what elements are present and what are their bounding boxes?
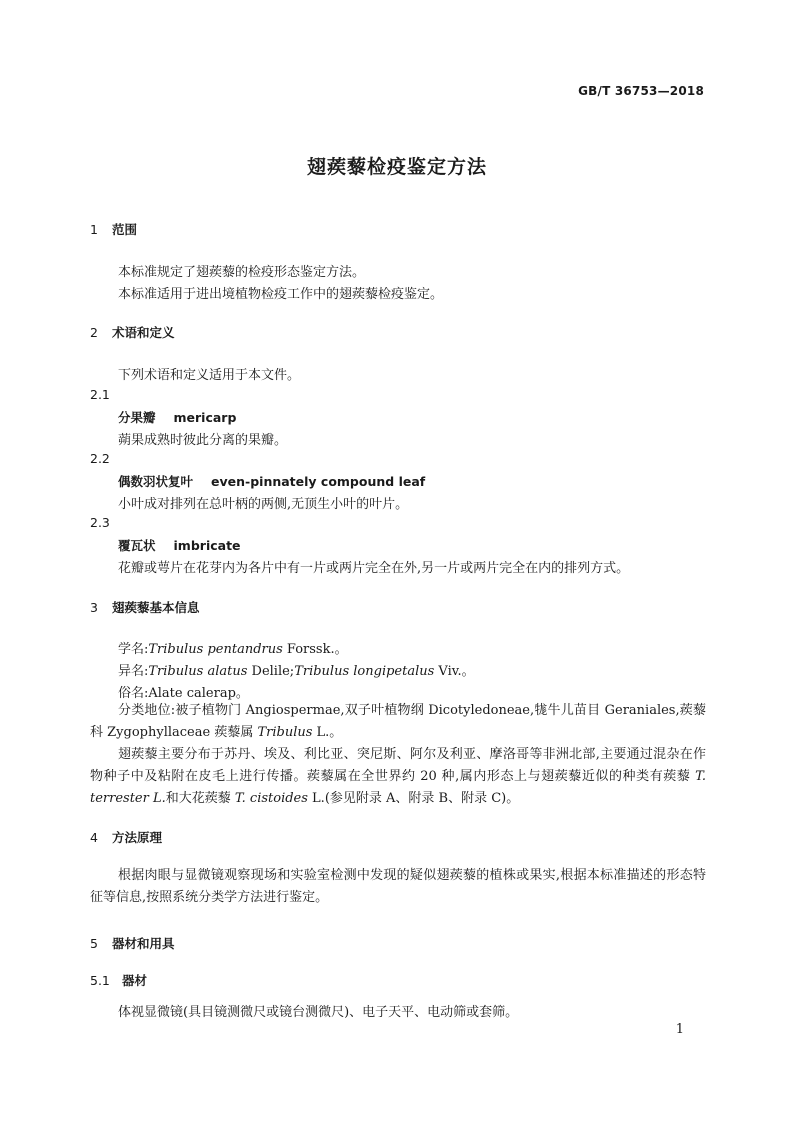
section-5-heading bbox=[90, 934, 175, 952]
section-2-heading bbox=[90, 323, 175, 341]
species-name: T. terrester L. bbox=[90, 769, 706, 806]
scope-paragraph-1: 本标准规定了翅蒺藜的检疫形态鉴定方法。 bbox=[118, 265, 366, 280]
scientific-name-line bbox=[118, 638, 348, 657]
section-title: 方法原理 bbox=[112, 830, 163, 845]
term-definition: 蒴果成熟时彼此分离的果瓣。 bbox=[118, 433, 288, 448]
term-heading bbox=[118, 472, 425, 490]
term-zh: 覆瓦状 bbox=[118, 538, 156, 553]
section-number: 3 bbox=[90, 600, 98, 615]
term-zh: 偶数羽状复叶 bbox=[118, 474, 194, 489]
text: 翅蒺藜主要分布于苏丹、埃及、利比亚、突尼斯、阿尔及利亚、摩洛哥等非洲北部,主要通过混杂在作物种子中及粘附在皮毛上进行传播。蒺藜属在全世界约 20 种,属内形态上与翅蒺藜近似的种类有蒺藜 bbox=[90, 747, 706, 784]
synonym-1: Tribulus alatus bbox=[148, 664, 248, 679]
document-title: 翅蒺藜检疫鉴定方法 bbox=[306, 156, 487, 178]
term-en: imbricate bbox=[173, 538, 241, 553]
subsection-title: 器材 bbox=[122, 973, 148, 988]
author: Forssk.。 bbox=[282, 642, 348, 657]
term-en: mericarp bbox=[173, 410, 237, 425]
terms-intro: 下列术语和定义适用于本文件。 bbox=[118, 368, 301, 383]
term-number: 2.3 bbox=[90, 515, 110, 530]
term-number: 2.2 bbox=[90, 451, 110, 466]
synonym-2: Tribulus longipetalus bbox=[294, 664, 435, 679]
species-name: T. cistoides bbox=[234, 791, 308, 806]
genus-name: Tribulus bbox=[257, 725, 313, 740]
text: L.。 bbox=[312, 725, 343, 740]
section-number: 5 bbox=[90, 936, 98, 951]
synonym-line bbox=[118, 660, 475, 679]
common-name-line: 俗名:Alate calerap。 bbox=[118, 686, 249, 701]
section-4-heading bbox=[90, 828, 162, 846]
text: L.(参见附录 A、附录 B、附录 C)。 bbox=[307, 791, 520, 806]
subsection-number: 5.1 bbox=[90, 973, 110, 988]
term-heading bbox=[118, 536, 241, 554]
text: 分类地位:被子植物门 Angiospermae,双子叶植物纲 Dicotyledoneae,牻牛儿苗目 Geraniales,蒺藜科 Zygophyllaceae 蒺藜属 bbox=[90, 703, 706, 740]
section-1-heading bbox=[90, 220, 137, 238]
term-en: even-pinnately compound leaf bbox=[211, 474, 426, 489]
label: 学名: bbox=[118, 642, 149, 657]
term-number: 2.1 bbox=[90, 387, 110, 402]
subsection-5-1-heading bbox=[90, 971, 147, 989]
method-principle-paragraph: 根据肉眼与显微镜观察现场和实验室检测中发现的疑似翅蒺藜的植株或果实,根据本标准描述的形态特征等信息,按照系统分类学方法进行鉴定。 bbox=[90, 868, 706, 905]
scientific-name: Tribulus pentandrus bbox=[148, 642, 283, 657]
distribution-paragraph bbox=[90, 744, 706, 810]
section-title: 范围 bbox=[112, 222, 138, 237]
taxonomy-paragraph bbox=[90, 700, 706, 744]
author: Delile; bbox=[247, 664, 295, 679]
section-number: 4 bbox=[90, 830, 98, 845]
term-definition: 花瓣或萼片在花芽内为各片中有一片或两片完全在外,另一片或两片完全在内的排列方式。 bbox=[118, 561, 630, 576]
section-title: 翅蒺藜基本信息 bbox=[112, 600, 200, 615]
section-number: 1 bbox=[90, 222, 98, 237]
section-3-heading bbox=[90, 598, 200, 616]
section-title: 器材和用具 bbox=[112, 936, 175, 951]
text: 和大花蒺藜 bbox=[165, 791, 235, 806]
scope-paragraph-2: 本标准适用于进出境植物检疫工作中的翅蒺藜检疫鉴定。 bbox=[118, 287, 444, 302]
term-definition: 小叶成对排列在总叶柄的两侧,无顶生小叶的叶片。 bbox=[118, 497, 409, 512]
page-number: 1 bbox=[675, 1022, 684, 1037]
section-title: 术语和定义 bbox=[112, 325, 175, 340]
section-number: 2 bbox=[90, 325, 98, 340]
equipment-paragraph: 体视显微镜(具目镜测微尺或镜台测微尺)、电子天平、电动筛或套筛。 bbox=[118, 1005, 519, 1020]
term-heading bbox=[118, 408, 236, 426]
author: Viv.。 bbox=[434, 664, 475, 679]
label: 异名: bbox=[118, 664, 149, 679]
standard-code: GB/T 36753—2018 bbox=[578, 84, 704, 98]
term-zh: 分果瓣 bbox=[118, 410, 156, 425]
